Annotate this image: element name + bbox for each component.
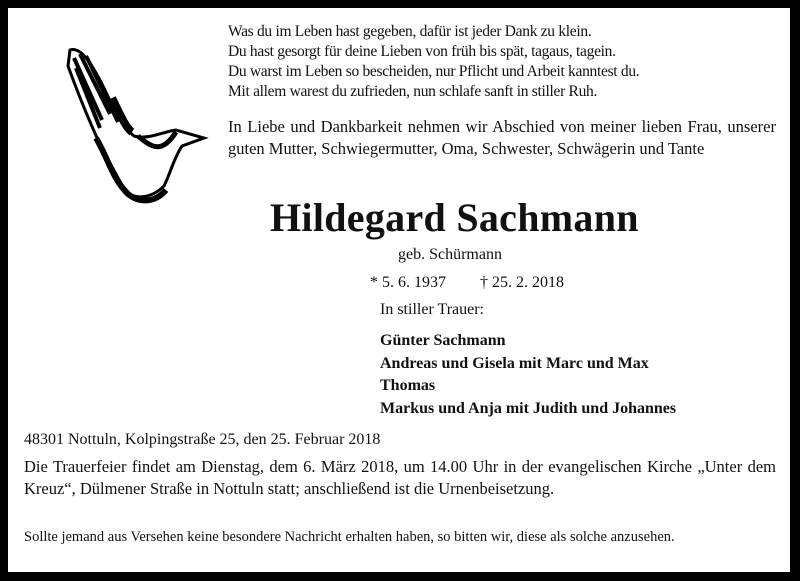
ceremony-info: Die Trauerfeier findet am Dienstag, dem 6. März 2018, um 14.00 Uhr in der evangelischen Kirche „Unter dem Kreuz“, Dülmener Straße in Nottuln statt; anschließend ist die Urnenbeisetzung. — [24, 457, 776, 498]
family-member: Andreas und Gisela mit Marc und Max — [380, 354, 649, 372]
family-list — [380, 330, 676, 420]
poem — [228, 22, 639, 102]
birth-date: * 5. 6. 1937 — [370, 274, 446, 291]
address-date: 48301 Nottuln, Kolpingstraße 25, den 25. Februar 2018 — [24, 431, 381, 448]
poem-line: Mit allem warest du zufrieden, nun schlafe sanft in stiller Ruh. — [228, 83, 598, 100]
praying-hands-icon — [52, 28, 212, 208]
closing-note: Sollte jemand aus Versehen keine besondere Nachricht erhalten haben, so bitten wir, diese als solche anzusehen. — [24, 529, 675, 545]
family-member: Markus und Anja mit Judith und Johannes — [380, 399, 677, 417]
life-dates — [370, 274, 598, 292]
family-member: Günter Sachmann — [380, 332, 506, 349]
poem-line: Was du im Leben hast gegeben, dafür ist jeder Dank zu klein. — [228, 23, 592, 40]
obituary-notice — [8, 8, 790, 572]
mourning-label: In stiller Trauer: — [380, 301, 484, 318]
poem-line: Du hast gesorgt für deine Lieben von früh bis spät, tagaus, tagein. — [228, 43, 616, 60]
intro-text: In Liebe und Dankbarkeit nehmen wir Abschied von meiner lieben Frau, unserer guten Mutter, Schwiegermutter, Oma, Schwester, Schwägerin und Tante — [228, 117, 776, 158]
death-date: † 25. 2. 2018 — [480, 274, 564, 291]
poem-line: Du warst im Leben so bescheiden, nur Pflicht und Arbeit kanntest du. — [228, 63, 640, 80]
birth-name: geb. Schürmann — [398, 246, 502, 263]
family-member: Thomas — [380, 377, 436, 394]
deceased-name: Hildegard Sachmann — [270, 195, 639, 240]
